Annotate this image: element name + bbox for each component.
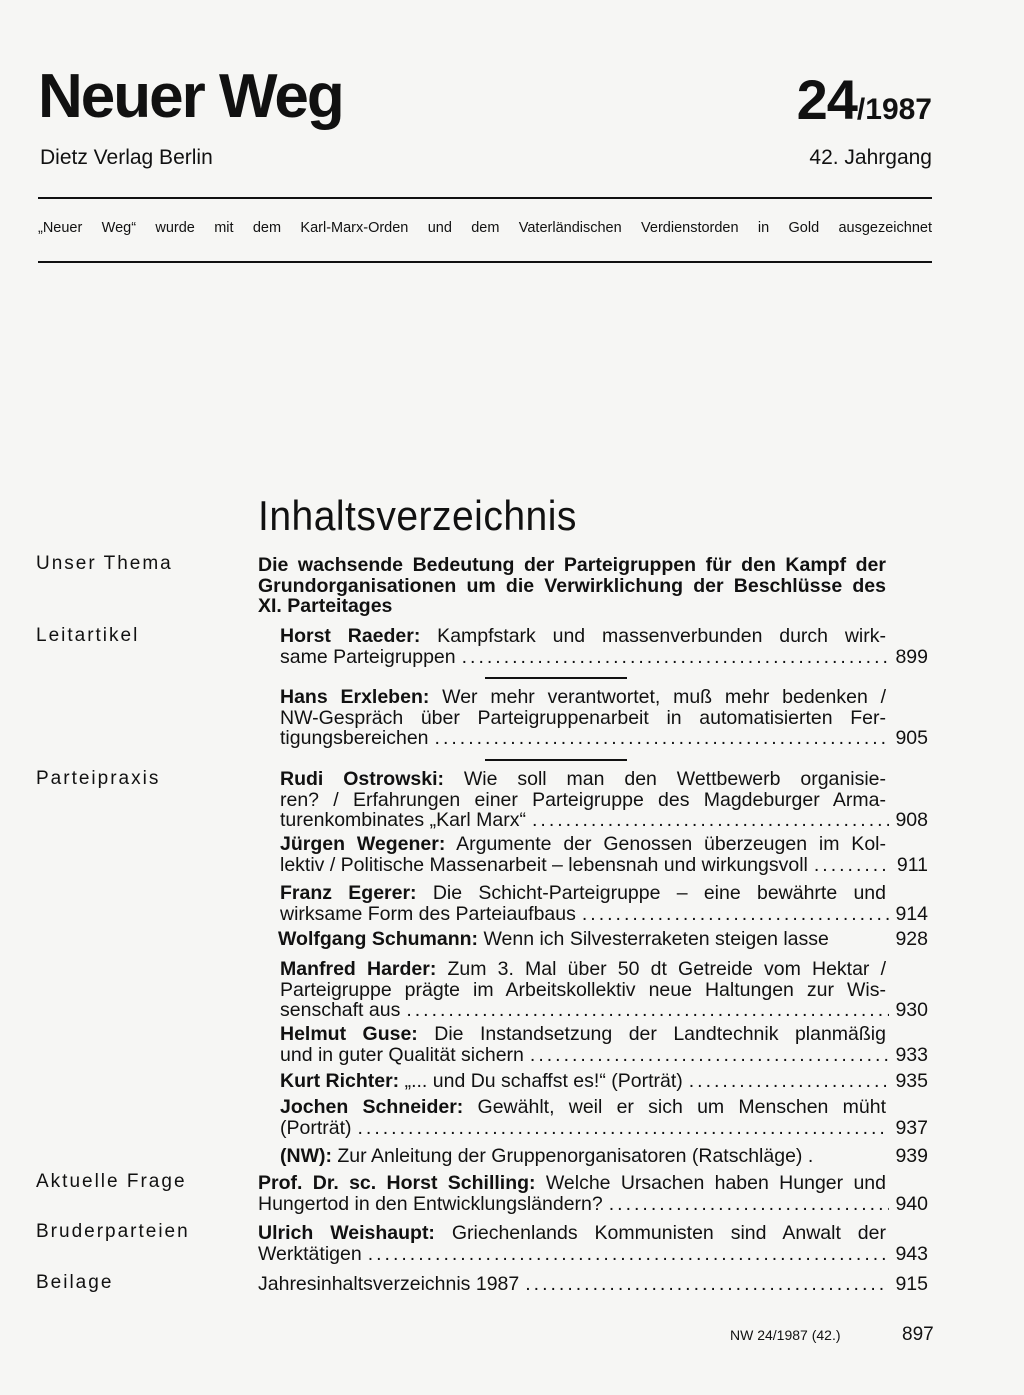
- volume: 42. Jahrgang: [809, 146, 932, 169]
- footer-issue-ref: NW 24/1987 (42.): [730, 1327, 841, 1343]
- toc-title: [258, 492, 601, 540]
- entry-page: 935: [895, 1071, 928, 1092]
- entry-text: Kampfstark und massenverbunden durch wirk-: [420, 626, 886, 647]
- entry-text: NW-Gespräch über Parteigruppenarbeit in automatisierten Fer-: [280, 707, 886, 729]
- entry-page: 928: [895, 929, 928, 950]
- entry-headline: Die wachsende Bedeutung der Parteigruppen für den Kampf der: [258, 555, 886, 576]
- entry-page: 905: [895, 728, 928, 750]
- toc-entry[interactable]: [280, 959, 928, 1021]
- publisher: Dietz Verlag Berlin: [40, 146, 213, 169]
- dot-leader: [582, 904, 890, 925]
- entry-text: ren? / Erfahrungen einer Parteigruppe des Magdeburger Arma-: [280, 789, 886, 811]
- issue-number-value: 24: [796, 68, 857, 131]
- entry-page: 914: [895, 903, 928, 925]
- toc-entry[interactable]: [280, 1024, 928, 1065]
- entry-author: Jürgen Wegener:: [280, 834, 446, 855]
- issue-number: [796, 68, 932, 131]
- toc-entry[interactable]: [280, 1097, 928, 1138]
- dot-leader: [368, 1244, 890, 1265]
- dot-leader: [358, 1118, 890, 1139]
- entry-page: 943: [895, 1243, 928, 1265]
- entry-text: (Porträt): [280, 1117, 352, 1139]
- dot-leader: [435, 728, 890, 749]
- entry-author: Jochen Schneider:: [280, 1097, 464, 1118]
- section-aktuelle-frage: Aktuelle Frage: [36, 1171, 187, 1192]
- section-parteipraxis: Parteipraxis: [36, 768, 161, 789]
- entry-text: Argumente der Genossen überzeugen im Kol-: [445, 834, 886, 855]
- dot-leader: [462, 647, 890, 668]
- entry-author: Franz Egerer:: [280, 883, 417, 904]
- dot-leader: [532, 810, 889, 831]
- entry-text: Wer mehr verantwortet, muß mehr bedenken /: [429, 687, 886, 708]
- entry-text: Zum 3. Mal über 50 dt Getreide vom Hektar /: [436, 959, 886, 980]
- entry-author: Helmut Guse:: [280, 1024, 418, 1045]
- entry-text: Griechenlands Kommunisten sind Anwalt der: [434, 1223, 886, 1244]
- divider-bottom: [38, 261, 932, 263]
- entry-author: Prof. Dr. sc. Horst Schilling:: [258, 1173, 536, 1194]
- entry-author: (NW):: [280, 1146, 332, 1167]
- entry-text: Gewählt, weil er sich um Menschen müht: [463, 1097, 886, 1118]
- entry-text: same Parteigruppen: [280, 646, 456, 668]
- toc-entry[interactable]: [258, 1173, 928, 1214]
- entry-text: turenkombinates „Karl Marx“: [280, 810, 526, 832]
- dot-leader: [525, 1274, 889, 1295]
- dot-leader: [689, 1071, 890, 1092]
- dot-leader: [406, 1000, 889, 1021]
- entry-page: 911: [896, 854, 928, 876]
- toc-entry[interactable]: [280, 834, 928, 875]
- entry-text: Die Schicht-Parteigruppe – eine bewährte und: [416, 883, 886, 904]
- entry-page: 915: [895, 1274, 928, 1295]
- toc-entry[interactable]: [258, 1274, 928, 1295]
- entry-text: Jahresinhaltsverzeichnis 1987: [258, 1274, 520, 1295]
- entry-text: Parteigruppe prägte im Arbeitskollektiv neue Haltungen zur Wis-: [280, 979, 886, 1001]
- entry-author: Wolfgang Schumann:: [278, 929, 479, 950]
- entry-page: 908: [895, 810, 928, 832]
- entry-author: Rudi Ostrowski:: [280, 769, 444, 790]
- dot-leader: [814, 855, 891, 876]
- toc-entry[interactable]: [280, 769, 928, 831]
- entry-text: und in guter Qualität sichern: [280, 1044, 524, 1066]
- award-note: „Neuer Weg“ wurde mit dem Karl-Marx-Orden und dem Vaterländischen Verdienstorden in Gold ausgezeichnet: [38, 220, 932, 236]
- toc-entry[interactable]: [280, 883, 928, 924]
- entry-page: 937: [895, 1117, 928, 1139]
- section-beilage: Beilage: [36, 1272, 114, 1293]
- entry-page: 930: [895, 1000, 928, 1022]
- entry-headline: Grundorganisationen um die Verwirklichung der Beschlüsse des: [258, 575, 886, 597]
- entry-separator: [485, 759, 627, 761]
- entry-page: 899: [895, 646, 928, 668]
- entry-author: Hans Erxleben:: [280, 687, 430, 708]
- magazine-title: Neuer Weg: [38, 62, 343, 131]
- toc-entry[interactable]: [280, 687, 928, 749]
- entry-author: Kurt Richter:: [280, 1071, 400, 1092]
- toc-entry[interactable]: [280, 1071, 928, 1092]
- entry-page: 939: [895, 1146, 928, 1167]
- entry-text: tigungsbereichen: [280, 728, 429, 750]
- entry-author: Manfred Harder:: [280, 959, 437, 980]
- entry-text: Wie soll man den Wettbewerb organisie-: [444, 769, 886, 790]
- toc-entry-unser-thema[interactable]: [258, 555, 886, 617]
- toc-title-text: Inhaltsverzeichnis: [258, 492, 577, 539]
- toc-entry[interactable]: [280, 1146, 928, 1167]
- section-leitartikel: Leitartikel: [36, 625, 140, 646]
- dot-leader: [530, 1045, 890, 1066]
- section-unser-thema: Unser Thema: [36, 553, 173, 574]
- toc-entry[interactable]: [278, 929, 928, 950]
- issue-year: /1987: [856, 93, 932, 126]
- entry-headline: XI. Parteitages: [258, 596, 393, 618]
- entry-text: Wenn ich Silvesterraketen steigen lasse: [478, 929, 829, 950]
- toc-entry[interactable]: [258, 1223, 928, 1264]
- footer-page-number: 897: [902, 1324, 934, 1345]
- entry-text: Werktätigen: [258, 1243, 362, 1265]
- divider-top: [38, 197, 932, 199]
- entry-text: senschaft aus: [280, 1000, 401, 1022]
- entry-text: Die Instandsetzung der Landtechnik planmäßig: [417, 1024, 886, 1045]
- entry-text: Zur Anleitung der Gruppenorganisatoren (Ratschläge) .: [331, 1146, 814, 1167]
- entry-page: 933: [895, 1044, 928, 1066]
- entry-author: Horst Raeder:: [280, 626, 421, 647]
- entry-text: „... und Du schaffst es!“ (Porträt): [399, 1071, 683, 1092]
- entry-text: Welche Ursachen haben Hunger und: [535, 1173, 886, 1194]
- dot-leader: [609, 1194, 890, 1215]
- entry-page: 940: [895, 1193, 928, 1215]
- entry-text: Hungertod in den Entwicklungsländern?: [258, 1193, 603, 1215]
- entry-text: wirksame Form des Parteiaufbaus: [280, 903, 576, 925]
- section-bruderparteien: Bruderparteien: [36, 1221, 190, 1242]
- toc-entry[interactable]: [280, 626, 928, 667]
- entry-author: Ulrich Weishaupt:: [258, 1223, 435, 1244]
- entry-separator: [485, 677, 627, 679]
- entry-text: lektiv / Politische Massenarbeit – lebensnah und wirkungsvoll: [280, 854, 808, 876]
